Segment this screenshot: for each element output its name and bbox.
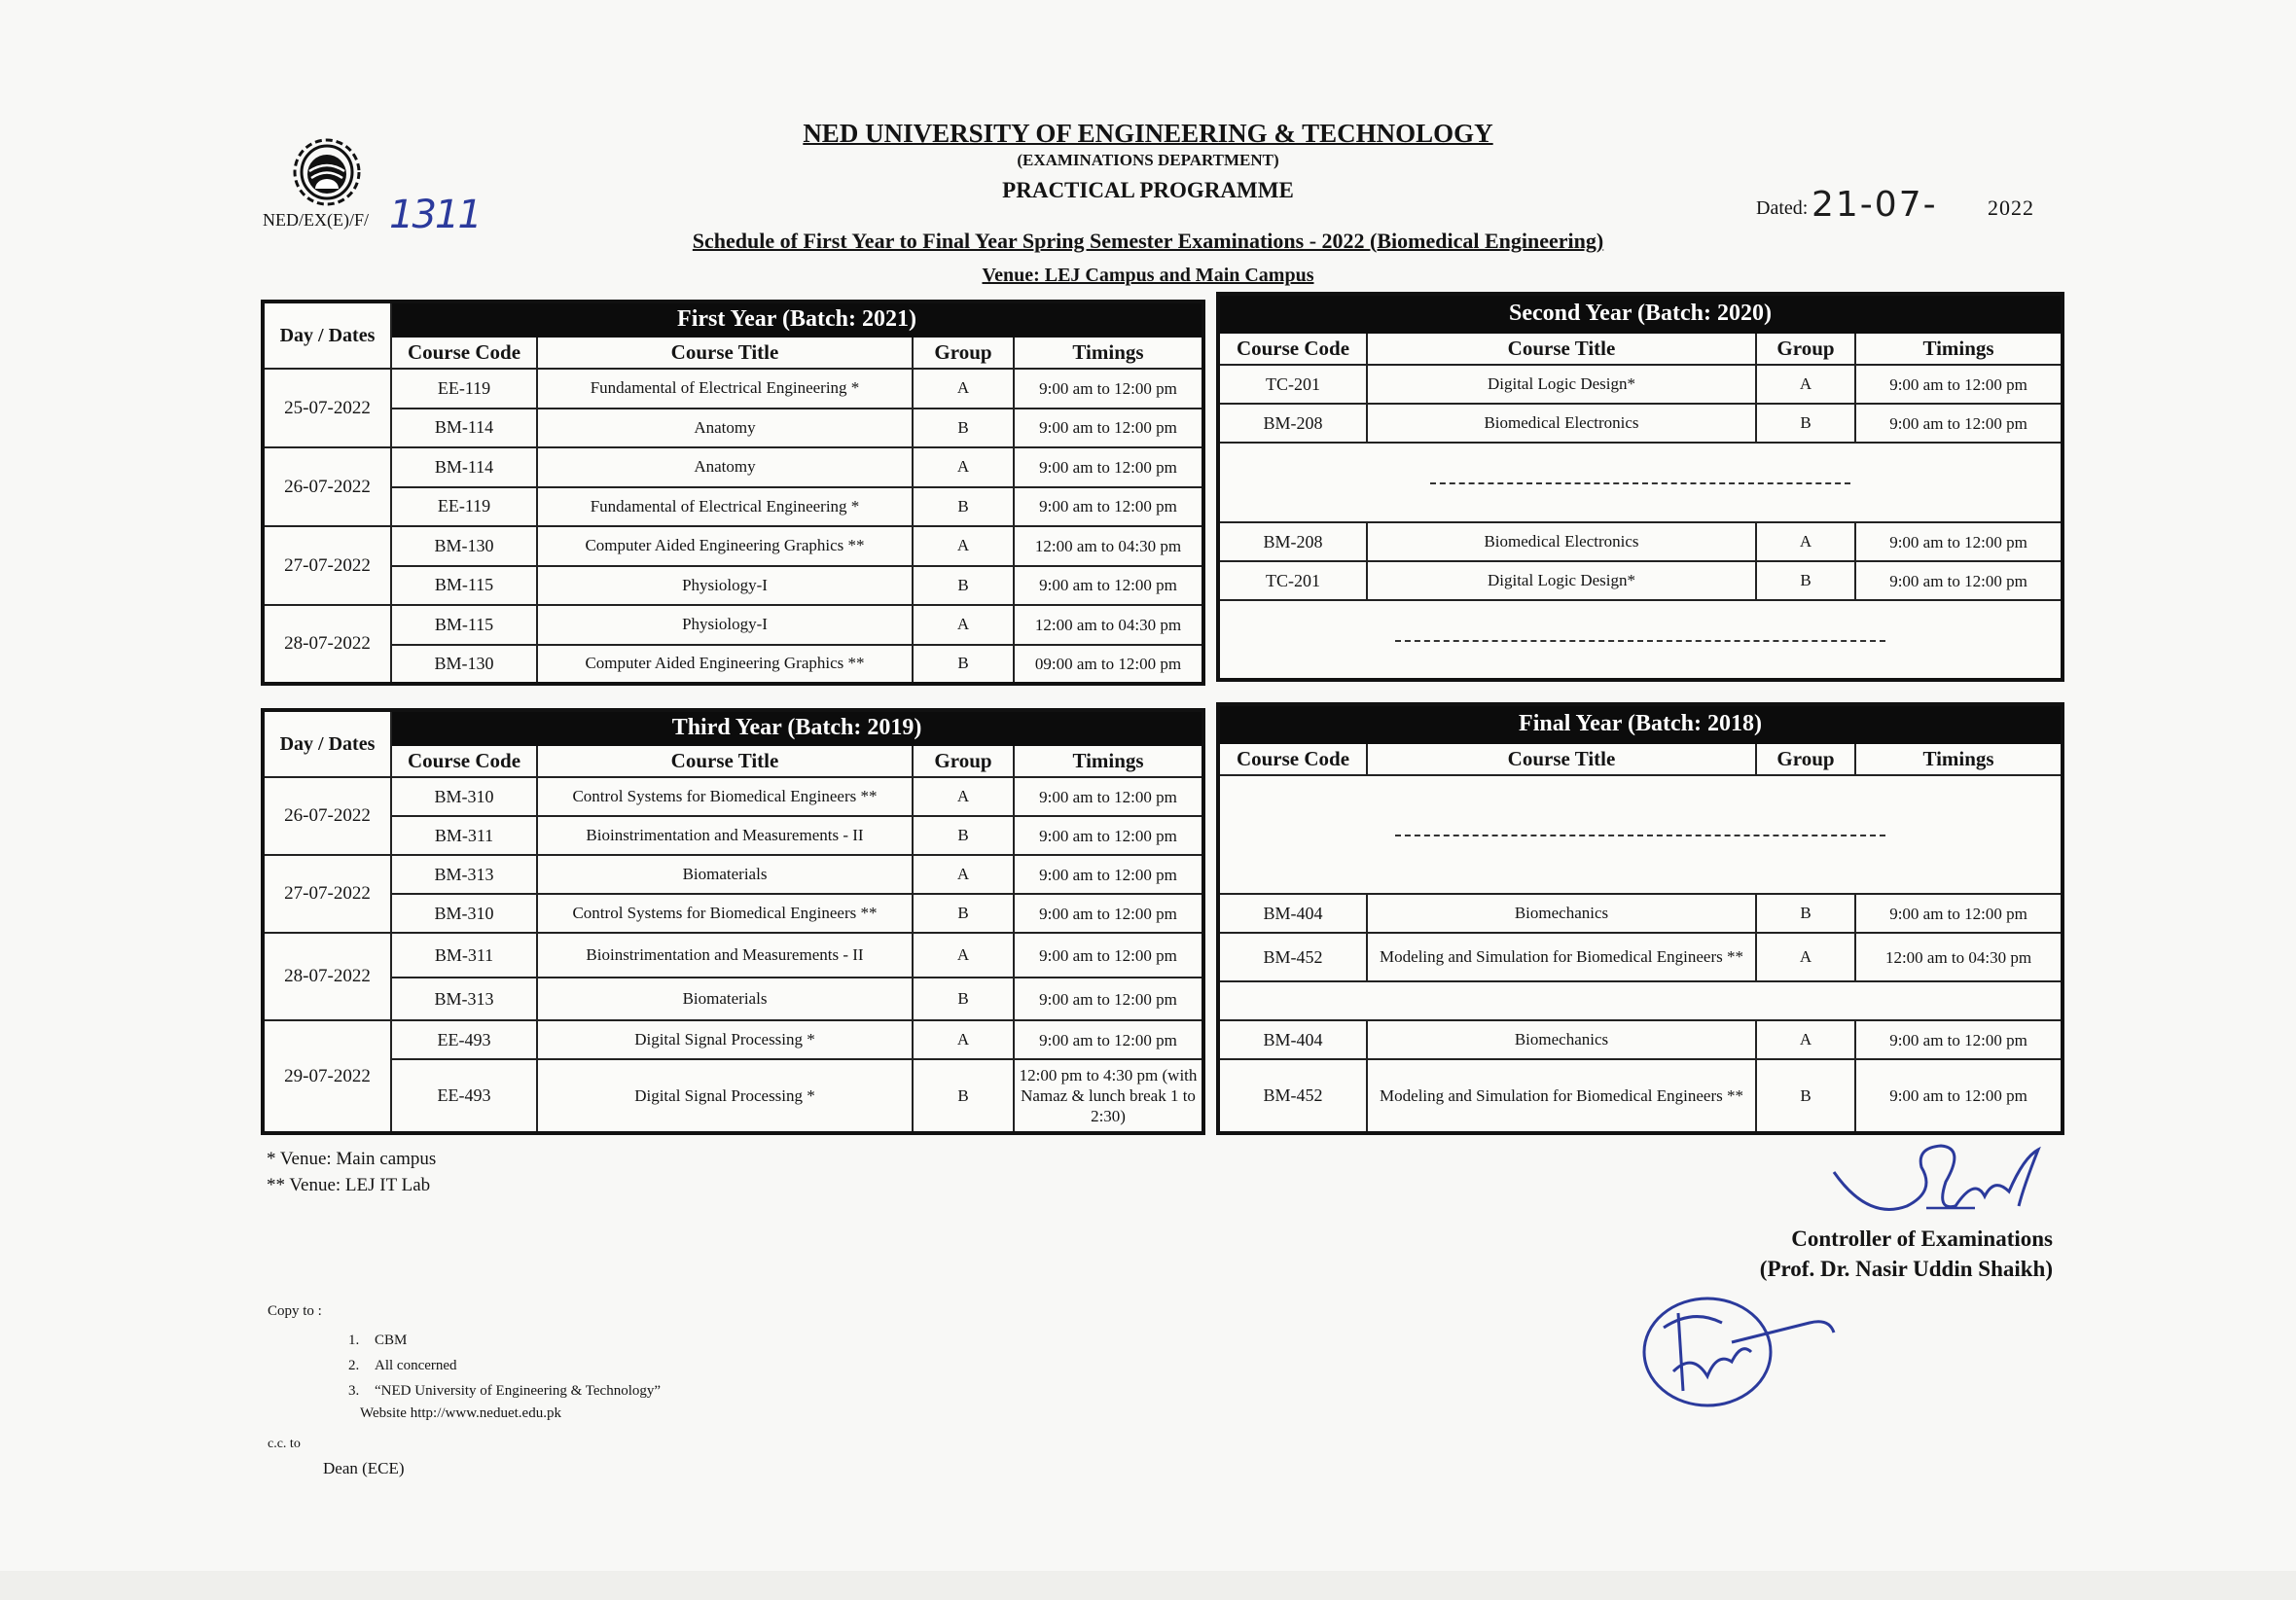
course-code: BM-452: [1218, 933, 1367, 981]
course-title: Biomaterials: [537, 855, 913, 894]
exam-date: 28-07-2022: [263, 933, 391, 1020]
timing: 9:00 am to 12:00 pm: [1014, 855, 1203, 894]
table-row: [263, 894, 1203, 933]
group-header: Group: [913, 745, 1014, 777]
column-header-row: [1218, 333, 2063, 365]
table-row: [263, 605, 1203, 645]
dated-label: Dated:: [1756, 197, 1809, 219]
course-code: BM-311: [391, 933, 537, 978]
course-code: EE-493: [391, 1059, 537, 1133]
course-code: TC-201: [1218, 365, 1367, 404]
course-code: BM-208: [1218, 404, 1367, 443]
table-row: [1218, 443, 2063, 522]
website-line: Website http://www.neduet.edu.pk: [360, 1405, 561, 1421]
table-row: [263, 1020, 1203, 1059]
table-title-row: [1218, 704, 2063, 743]
table-row: [1218, 1059, 2063, 1133]
day-dates-header: Day / Dates: [263, 302, 391, 369]
department-name: (EXAMINATIONS DEPARTMENT): [1017, 151, 1279, 169]
group: A: [913, 526, 1014, 566]
course-title: Biomedical Electronics: [1367, 404, 1756, 443]
timing: 9:00 am to 12:00 pm: [1855, 561, 2063, 600]
timing: 9:00 am to 12:00 pm: [1014, 369, 1203, 409]
schedule-table: [1216, 292, 2064, 682]
course-code: BM-310: [391, 894, 537, 933]
signatory-block: [1760, 1224, 2053, 1284]
exam-date: 26-07-2022: [263, 447, 391, 526]
table-row: [263, 487, 1203, 527]
course-code: BM-130: [391, 526, 537, 566]
schedule-table: [261, 300, 1205, 686]
table-row: [263, 645, 1203, 685]
timing: 9:00 am to 12:00 pm: [1014, 566, 1203, 606]
timing: 9:00 am to 12:00 pm: [1855, 404, 2063, 443]
group: B: [913, 816, 1014, 855]
dated-handwritten: 21-07-: [1812, 185, 1938, 225]
group: A: [1756, 365, 1855, 404]
group: A: [1756, 522, 1855, 561]
course-code: BM-404: [1218, 894, 1367, 933]
course-title: Physiology-I: [537, 566, 913, 606]
schedule-table: [261, 708, 1205, 1135]
copy-to-label: Copy to :: [268, 1303, 322, 1319]
group: B: [1756, 1059, 1855, 1133]
course-code: BM-452: [1218, 1059, 1367, 1133]
schedule-table: [1216, 702, 2064, 1135]
venue-notes: [267, 1146, 436, 1198]
group-header: Group: [1756, 743, 1855, 775]
timing: 9:00 am to 12:00 pm: [1014, 978, 1203, 1020]
table-row: [1218, 522, 2063, 561]
cc-recipient: Dean (ECE): [323, 1459, 405, 1477]
group: B: [913, 1059, 1014, 1133]
course-code: BM-114: [391, 447, 537, 487]
column-header-row: [1218, 743, 2063, 775]
timing: 9:00 am to 12:00 pm: [1014, 933, 1203, 978]
empty-slot: [1218, 775, 2063, 894]
group: A: [913, 933, 1014, 978]
group: A: [913, 605, 1014, 645]
table-row: [1218, 365, 2063, 404]
course-title: Modeling and Simulation for Biomedical Engineers **: [1367, 933, 1756, 981]
exam-date: 29-07-2022: [263, 1020, 391, 1133]
course-code: BM-130: [391, 645, 537, 685]
timing: 9:00 am to 12:00 pm: [1014, 894, 1203, 933]
course-title-header: Course Title: [537, 745, 913, 777]
course-title: Digital Signal Processing *: [537, 1059, 913, 1133]
empty-slot: [1218, 443, 2063, 522]
course-title-header: Course Title: [1367, 333, 1756, 365]
university-name: NED UNIVERSITY OF ENGINEERING & TECHNOLOGY: [803, 119, 1493, 148]
copy-to-list: [348, 1328, 661, 1404]
table-row: [263, 933, 1203, 978]
course-title-header: Course Title: [537, 337, 913, 369]
group: B: [1756, 404, 1855, 443]
timing: 12:00 am to 04:30 pm: [1855, 933, 2063, 981]
course-title: Digital Signal Processing *: [537, 1020, 913, 1059]
table-row: [1218, 894, 2063, 933]
table-row: [263, 566, 1203, 606]
course-title-header: Course Title: [1367, 743, 1756, 775]
table-row: [263, 978, 1203, 1020]
table-row: [263, 369, 1203, 409]
stamp-signature-icon: [1634, 1284, 1868, 1410]
group: B: [913, 978, 1014, 1020]
no-exam-dash-line: [1395, 640, 1885, 642]
course-title: Computer Aided Engineering Graphics **: [537, 526, 913, 566]
table-row: [1218, 981, 2063, 1020]
group: B: [913, 409, 1014, 448]
timing: 12:00 am to 04:30 pm: [1014, 526, 1203, 566]
course-code: EE-119: [391, 369, 537, 409]
copy-to-item: 2. All concerned: [348, 1358, 457, 1373]
course-code: BM-310: [391, 777, 537, 816]
table-title: Final Year (Batch: 2018): [1218, 704, 2063, 743]
timing: 9:00 am to 12:00 pm: [1014, 487, 1203, 527]
timings-header: Timings: [1014, 337, 1203, 369]
day-dates-header: Day / Dates: [263, 710, 391, 777]
controller-signature-icon: [1829, 1138, 2063, 1235]
table-row: [263, 855, 1203, 894]
table-title: Second Year (Batch: 2020): [1218, 294, 2063, 333]
group: B: [913, 487, 1014, 527]
empty-slot: [1218, 600, 2063, 680]
table-title-row: [1218, 294, 2063, 333]
no-exam-dash-line: [1430, 482, 1850, 484]
reference-prefix: NED/EX(E)/F/: [263, 210, 369, 230]
copy-to-item: 3. “NED University of Engineering & Technology”: [348, 1383, 662, 1399]
group: A: [1756, 1020, 1855, 1059]
timings-header: Timings: [1014, 745, 1203, 777]
exam-date: 28-07-2022: [263, 605, 391, 684]
course-code: BM-313: [391, 978, 537, 1020]
course-code: TC-201: [1218, 561, 1367, 600]
course-title: Control Systems for Biomedical Engineers **: [537, 777, 913, 816]
group: A: [913, 447, 1014, 487]
course-title: Fundamental of Electrical Engineering *: [537, 369, 913, 409]
table-row: [1218, 933, 2063, 981]
group: A: [913, 369, 1014, 409]
table-row: [1218, 600, 2063, 680]
group: A: [913, 777, 1014, 816]
table-row: [263, 777, 1203, 816]
exam-date: 27-07-2022: [263, 855, 391, 933]
course-title: Biomechanics: [1367, 894, 1756, 933]
course-code: BM-208: [1218, 522, 1367, 561]
table-row: [1218, 1020, 2063, 1059]
empty-slot: [1218, 981, 2063, 1020]
exam-date: 26-07-2022: [263, 777, 391, 855]
column-header-row: [263, 337, 1203, 369]
table-title: First Year (Batch: 2021): [391, 302, 1203, 337]
course-code: BM-115: [391, 605, 537, 645]
group-header: Group: [1756, 333, 1855, 365]
group: A: [913, 1020, 1014, 1059]
course-code: BM-114: [391, 409, 537, 448]
course-title: Digital Logic Design*: [1367, 365, 1756, 404]
cc-label: c.c. to: [268, 1437, 301, 1451]
course-title: Anatomy: [537, 447, 913, 487]
timing: 9:00 am to 12:00 pm: [1014, 447, 1203, 487]
course-title: Control Systems for Biomedical Engineers **: [537, 894, 913, 933]
venue-line: Venue: LEJ Campus and Main Campus: [982, 265, 1314, 286]
signatory-name: (Prof. Dr. Nasir Uddin Shaikh): [1759, 1257, 2053, 1281]
course-code-header: Course Code: [391, 337, 537, 369]
exam-date: 25-07-2022: [263, 369, 391, 447]
timing: 9:00 am to 12:00 pm: [1014, 816, 1203, 855]
group: B: [913, 894, 1014, 933]
table-title: Third Year (Batch: 2019): [391, 710, 1203, 745]
table-row: [263, 1059, 1203, 1133]
table-row: [263, 816, 1203, 855]
column-header-row: [263, 745, 1203, 777]
group: B: [913, 566, 1014, 606]
table-row: [1218, 404, 2063, 443]
timing: 9:00 am to 12:00 pm: [1855, 1020, 2063, 1059]
course-code-header: Course Code: [1218, 743, 1367, 775]
course-code: EE-493: [391, 1020, 537, 1059]
copy-to-item: 1. CBM: [348, 1333, 408, 1348]
course-title: Fundamental of Electrical Engineering *: [537, 487, 913, 527]
exam-date: 27-07-2022: [263, 526, 391, 605]
timing: 12:00 pm to 4:30 pm (with Namaz & lunch break 1 to 2:30): [1014, 1059, 1203, 1133]
group: A: [913, 855, 1014, 894]
course-code-header: Course Code: [391, 745, 537, 777]
course-title: Biomaterials: [537, 978, 913, 1020]
table-title-row: [263, 302, 1203, 337]
timing: 9:00 am to 12:00 pm: [1014, 409, 1203, 448]
group: B: [1756, 561, 1855, 600]
reference-number-handwritten: 1311: [389, 193, 481, 237]
timing: 9:00 am to 12:00 pm: [1855, 894, 2063, 933]
table-row: [263, 526, 1203, 566]
course-code: EE-119: [391, 487, 537, 527]
course-title: Bioinstrimentation and Measurements - II: [537, 933, 913, 978]
timing: 9:00 am to 12:00 pm: [1855, 365, 2063, 404]
note-main-campus: * Venue: Main campus: [267, 1149, 437, 1169]
programme-title: PRACTICAL PROGRAMME: [1002, 178, 1294, 202]
timings-header: Timings: [1855, 743, 2063, 775]
course-title: Biomedical Electronics: [1367, 522, 1756, 561]
group: B: [1756, 894, 1855, 933]
course-code: BM-313: [391, 855, 537, 894]
course-title: Biomechanics: [1367, 1020, 1756, 1059]
group-header: Group: [913, 337, 1014, 369]
note-lej-it-lab: ** Venue: LEJ IT Lab: [267, 1175, 431, 1195]
group: B: [913, 645, 1014, 685]
no-exam-dash-line: [1395, 835, 1885, 836]
timing: 9:00 am to 12:00 pm: [1014, 777, 1203, 816]
group: A: [1756, 933, 1855, 981]
course-title: Modeling and Simulation for Biomedical Engineers **: [1367, 1059, 1756, 1133]
course-title: Anatomy: [537, 409, 913, 448]
table-row: [1218, 775, 2063, 894]
course-code: BM-115: [391, 566, 537, 606]
timing: 9:00 am to 12:00 pm: [1855, 522, 2063, 561]
dated-year: 2022: [1988, 196, 2034, 220]
scan-bottom-edge: [0, 1571, 2296, 1600]
course-title: Physiology-I: [537, 605, 913, 645]
signatory-designation: Controller of Examinations: [1791, 1227, 2053, 1251]
table-title-row: [263, 710, 1203, 745]
course-code: BM-404: [1218, 1020, 1367, 1059]
timing: 12:00 am to 04:30 pm: [1014, 605, 1203, 645]
table-row: [1218, 561, 2063, 600]
timing: 9:00 am to 12:00 pm: [1014, 1020, 1203, 1059]
timings-header: Timings: [1855, 333, 2063, 365]
table-row: [263, 447, 1203, 487]
timing: 9:00 am to 12:00 pm: [1855, 1059, 2063, 1133]
course-code-header: Course Code: [1218, 333, 1367, 365]
schedule-title: Schedule of First Year to Final Year Spring Semester Examinations - 2022 (Biomedical Engineering): [692, 229, 1604, 253]
course-code: BM-311: [391, 816, 537, 855]
course-title: Computer Aided Engineering Graphics **: [537, 645, 913, 685]
timing: 09:00 am to 12:00 pm: [1014, 645, 1203, 685]
course-title: Digital Logic Design*: [1367, 561, 1756, 600]
table-row: [263, 409, 1203, 448]
course-title: Bioinstrimentation and Measurements - II: [537, 816, 913, 855]
